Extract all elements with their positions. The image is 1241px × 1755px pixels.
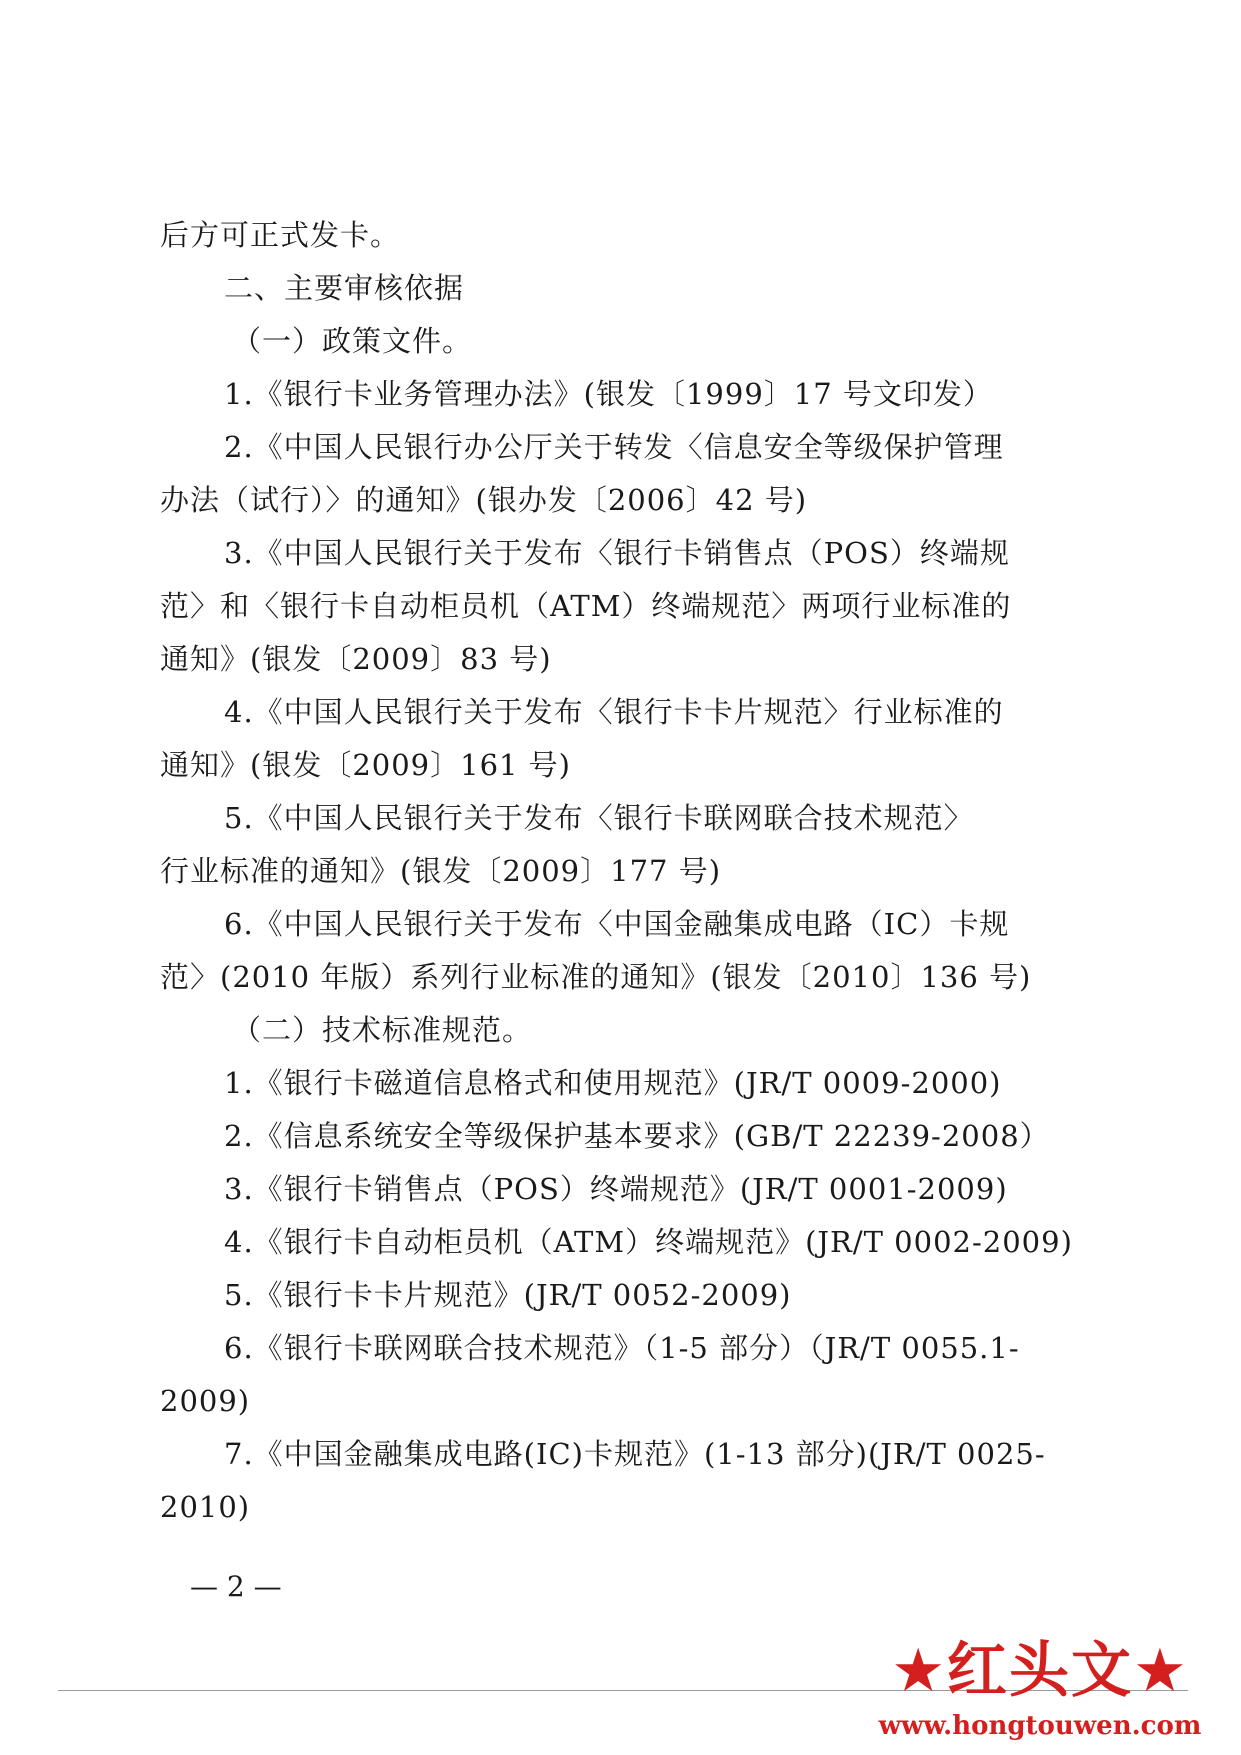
subsection-heading: （一）政策文件。 xyxy=(232,324,473,358)
list-item-continuation: 通知》(银发〔2009〕161 号) xyxy=(160,748,572,782)
watermark xyxy=(860,1635,1220,1750)
list-item: 7.《中国金融集成电路(IC)卡规范》(1-13 部分)(JR/T 0025- xyxy=(224,1437,1046,1471)
list-item-continuation: 范〉(2010 年版）系列行业标准的通知》(银发〔2010〕136 号) xyxy=(160,960,1032,994)
list-item: 1.《银行卡磁道信息格式和使用规范》(JR/T 0009-2000) xyxy=(224,1066,1002,1100)
section-heading: 二、主要审核依据 xyxy=(224,271,465,305)
page-number: — 2 — xyxy=(190,1570,282,1603)
list-item: 2.《中国人民银行办公厅关于转发〈信息安全等级保护管理 xyxy=(224,430,1004,464)
list-item-continuation: 办法（试行）〉的通知》(银办发〔2006〕42 号) xyxy=(160,483,808,517)
list-item-continuation: 范〉和〈银行卡自动柜员机（ATM）终端规范〉两项行业标准的 xyxy=(160,589,1012,623)
list-item: 5.《中国人民银行关于发布〈银行卡联网联合技术规范〉 xyxy=(224,801,974,835)
subsection-heading: （二）技术标准规范。 xyxy=(232,1013,533,1047)
list-item: 4.《中国人民银行关于发布〈银行卡卡片规范〉行业标准的 xyxy=(224,695,1004,729)
list-item-continuation: 2009) xyxy=(160,1384,251,1418)
watermark-url: www.hongtouwen.com xyxy=(878,1711,1202,1741)
list-item: 6.《银行卡联网联合技术规范》（1-5 部分）（JR/T 0055.1- xyxy=(224,1331,1020,1365)
list-item: 3.《中国人民银行关于发布〈银行卡销售点（POS）终端规 xyxy=(224,536,1010,570)
text-line: 后方可正式发卡。 xyxy=(160,218,401,252)
list-item: 1.《银行卡业务管理办法》(银发〔1999〕17 号文印发） xyxy=(224,377,993,411)
list-item: 5.《银行卡卡片规范》(JR/T 0052-2009) xyxy=(224,1278,792,1312)
list-item: 6.《中国人民银行关于发布〈中国金融集成电路（IC）卡规 xyxy=(224,907,1010,941)
watermark-title: ★红头文★ xyxy=(891,1636,1189,1706)
list-item-continuation: 2010) xyxy=(160,1490,251,1524)
list-item: 2.《信息系统安全等级保护基本要求》(GB/T 22239-2008） xyxy=(224,1119,1050,1153)
list-item-continuation: 通知》(银发〔2009〕83 号) xyxy=(160,642,552,676)
list-item: 4.《银行卡自动柜员机（ATM）终端规范》(JR/T 0002-2009) xyxy=(224,1225,1073,1259)
list-item: 3.《银行卡销售点（POS）终端规范》(JR/T 0001-2009) xyxy=(224,1172,1008,1206)
list-item-continuation: 行业标准的通知》(银发〔2009〕177 号) xyxy=(160,854,722,888)
